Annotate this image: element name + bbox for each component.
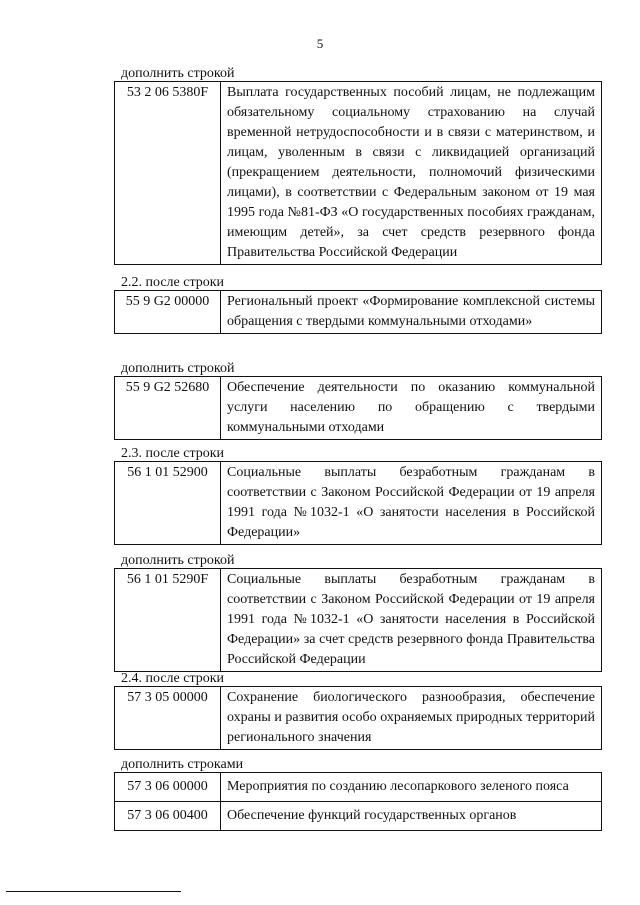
page-number: 5 xyxy=(316,36,324,51)
budget-code: 56 1 01 52900 xyxy=(115,462,221,545)
row-description: Мероприятия по созданию лесопаркового зеленого пояса xyxy=(221,773,602,802)
section-label: дополнить строкой xyxy=(121,66,235,81)
table-row xyxy=(115,377,602,440)
row-description: Выплата государственных пособий лицам, не подлежащим обязательному социальному страхованию на случай временной нетрудоспособности и в связи с материнством, и лицам, уволенным в связи с ликвидацией организаций (прекращением деятельности, полномочий физическими лицами), в соответствии с Федеральным законом от 19 мая 1995 года №81-ФЗ «О государственных пособиях гражданам, имеющим детей», за счет средств резервного фонда Правительства Российской Федерации xyxy=(221,82,602,265)
section-label: дополнить строкой xyxy=(121,361,235,376)
section-label: дополнить строками xyxy=(121,757,244,772)
code-table xyxy=(114,686,602,750)
row-description: Региональный проект «Формирование комплексной системы обращения с твердыми коммунальными отходами» xyxy=(221,291,602,334)
section-label: 2.4. после строки xyxy=(121,671,225,686)
code-table xyxy=(114,376,602,440)
section-label: 2.2. после строки xyxy=(121,275,225,290)
budget-code: 57 3 05 00000 xyxy=(115,687,221,750)
row-description: Социальные выплаты безработным гражданам в соответствии с Законом Российской Федерации от 19 апреля 1991 года №1032-1 «О занятости населения в Российской Федерации» за счет средств резервного фонда Правительства Российской Федерации xyxy=(221,569,602,672)
footer-rule xyxy=(6,891,181,892)
budget-code: 55 9 G2 00000 xyxy=(115,291,221,334)
budget-code: 55 9 G2 52680 xyxy=(115,377,221,440)
section-label: дополнить строкой xyxy=(121,553,235,568)
budget-code: 56 1 01 5290F xyxy=(115,569,221,672)
code-table xyxy=(114,290,602,334)
table-row xyxy=(115,291,602,334)
table-row xyxy=(115,82,602,265)
code-table xyxy=(114,461,602,545)
code-table xyxy=(114,772,602,831)
table-row xyxy=(115,569,602,672)
table-row xyxy=(115,462,602,545)
table-row xyxy=(115,687,602,750)
row-description: Социальные выплаты безработным гражданам в соответствии с Законом Российской Федерации от 19 апреля 1991 года №1032-1 «О занятости населения в Российской Федерации» xyxy=(221,462,602,545)
row-description: Обеспечение функций государственных органов xyxy=(221,802,602,831)
table-row xyxy=(115,773,602,802)
table-row xyxy=(115,802,602,831)
code-table xyxy=(114,81,602,265)
budget-code: 53 2 06 5380F xyxy=(115,82,221,265)
budget-code: 57 3 06 00000 xyxy=(115,773,221,802)
budget-code: 57 3 06 00400 xyxy=(115,802,221,831)
row-description: Сохранение биологического разнообразия, обеспечение охраны и развития особо охраняемых природных территорий регионального значения xyxy=(221,687,602,750)
row-description: Обеспечение деятельности по оказанию коммунальной услуги населению по обращению с твердыми коммунальными отходами xyxy=(221,377,602,440)
code-table xyxy=(114,568,602,672)
section-label: 2.3. после строки xyxy=(121,446,225,461)
